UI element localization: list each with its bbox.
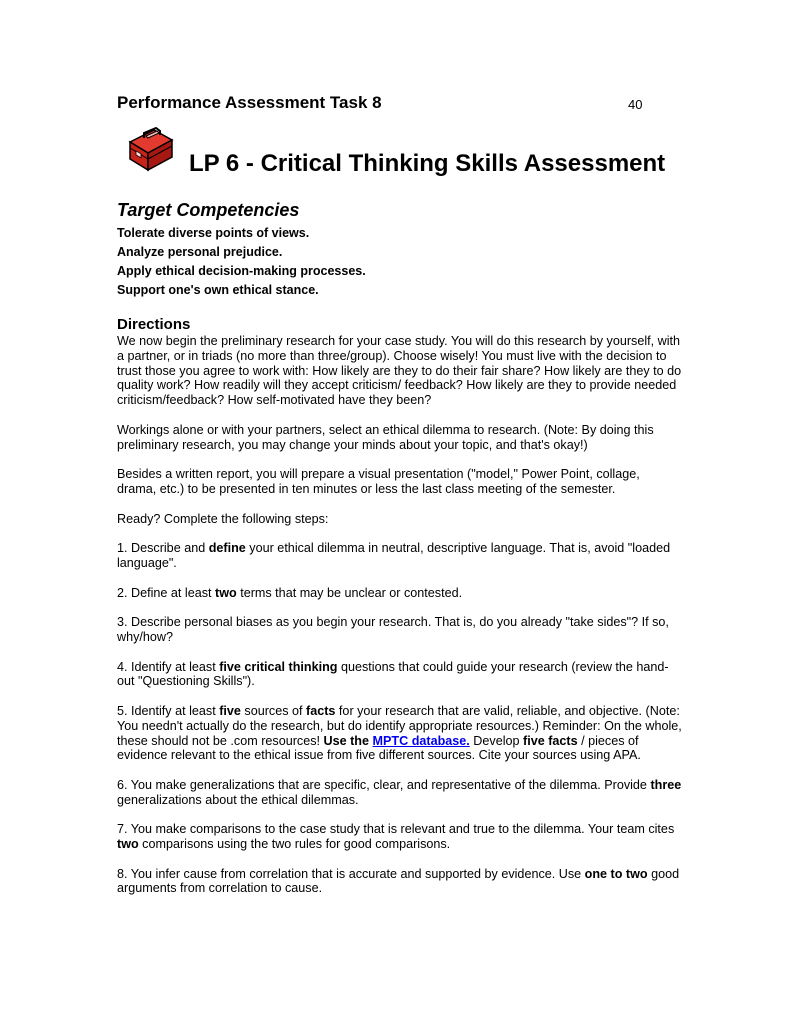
- step-4: 4. Identify at least five critical thinking questions that could guide your research (review the hand-out "Questioning Skills").: [117, 659, 669, 689]
- directions-paragraph: Ready? Complete the following steps:: [117, 511, 329, 526]
- step-7: 7. You make comparisons to the case study that is relevant and true to the dilemma. Your team cites two comparisons using the two rules for good comparisons.: [117, 822, 675, 852]
- step-6: 6. You make generalizations that are specific, clear, and representative of the dilemma. Provide three generalizations about the ethical dilemmas.: [117, 777, 682, 807]
- directions-intro: We now begin the preliminary research for your case study. You will do this research by yourself, with a partner, or in triads (no more than three/group). Choose wisely! You must live with the decision to trust those you agree to work with: How likely are they to do their fair share? How likely are they to do quality work? How readily will they accept criticism/ feedback? How likely are they to provide needed criticism/feedback? How self-motivated have they been?: [117, 334, 682, 408]
- competencies-heading: Target Competencies: [117, 200, 300, 220]
- page-title: LP 6 - Critical Thinking Skills Assessment: [189, 150, 666, 177]
- step-8: 8. You infer cause from correlation that is accurate and supported by evidence. Use one to two good arguments from correlation to cause.: [117, 866, 680, 896]
- step-2: 2. Define at least two terms that may be unclear or contested.: [117, 585, 463, 600]
- competency-item: Support one's own ethical stance.: [117, 283, 319, 297]
- directions-paragraph: Workings alone or with your partners, select an ethical dilemma to research. (Note: By doing this preliminary research, you may change your minds about your topic, and that's okay!): [117, 422, 654, 452]
- directions-body: [117, 334, 682, 911]
- mptc-database-link[interactable]: MPTC database.: [372, 733, 470, 748]
- page-number: 40: [628, 97, 643, 112]
- step-3: 3. Describe personal biases as you begin your research. That is, do you already "take sides"? If so, why/how?: [117, 615, 669, 644]
- step-5: 5. Identify at least five sources of facts for your research that are valid, reliable, and objective. (Note: You needn't actually do the research, but do identify appropriate resources.) Reminder: On the whole, these should not be .com resources! Use the MPTC database. Develop five facts / pieces of evidence relevant to the ethical issue from five different sources. Cite your sources using APA.: [117, 703, 682, 763]
- directions-paragraph: Besides a written report, you will prepare a visual presentation ("model," Power Point, collage, drama, etc.) to be presented in ten minutes or less the last class meeting of the semester.: [117, 467, 640, 496]
- toolbox-icon: [124, 126, 176, 174]
- competency-item: Apply ethical decision-making processes.: [117, 264, 366, 278]
- task-title: Performance Assessment Task 8: [117, 93, 382, 112]
- competency-item: Analyze personal prejudice.: [117, 245, 283, 259]
- competencies-list: [117, 224, 366, 300]
- competency-item: Tolerate diverse points of views.: [117, 226, 310, 240]
- directions-heading: Directions: [117, 316, 191, 333]
- step-1: 1. Describe and define your ethical dilemma in neutral, descriptive language. That is, avoid "loaded language".: [117, 541, 671, 570]
